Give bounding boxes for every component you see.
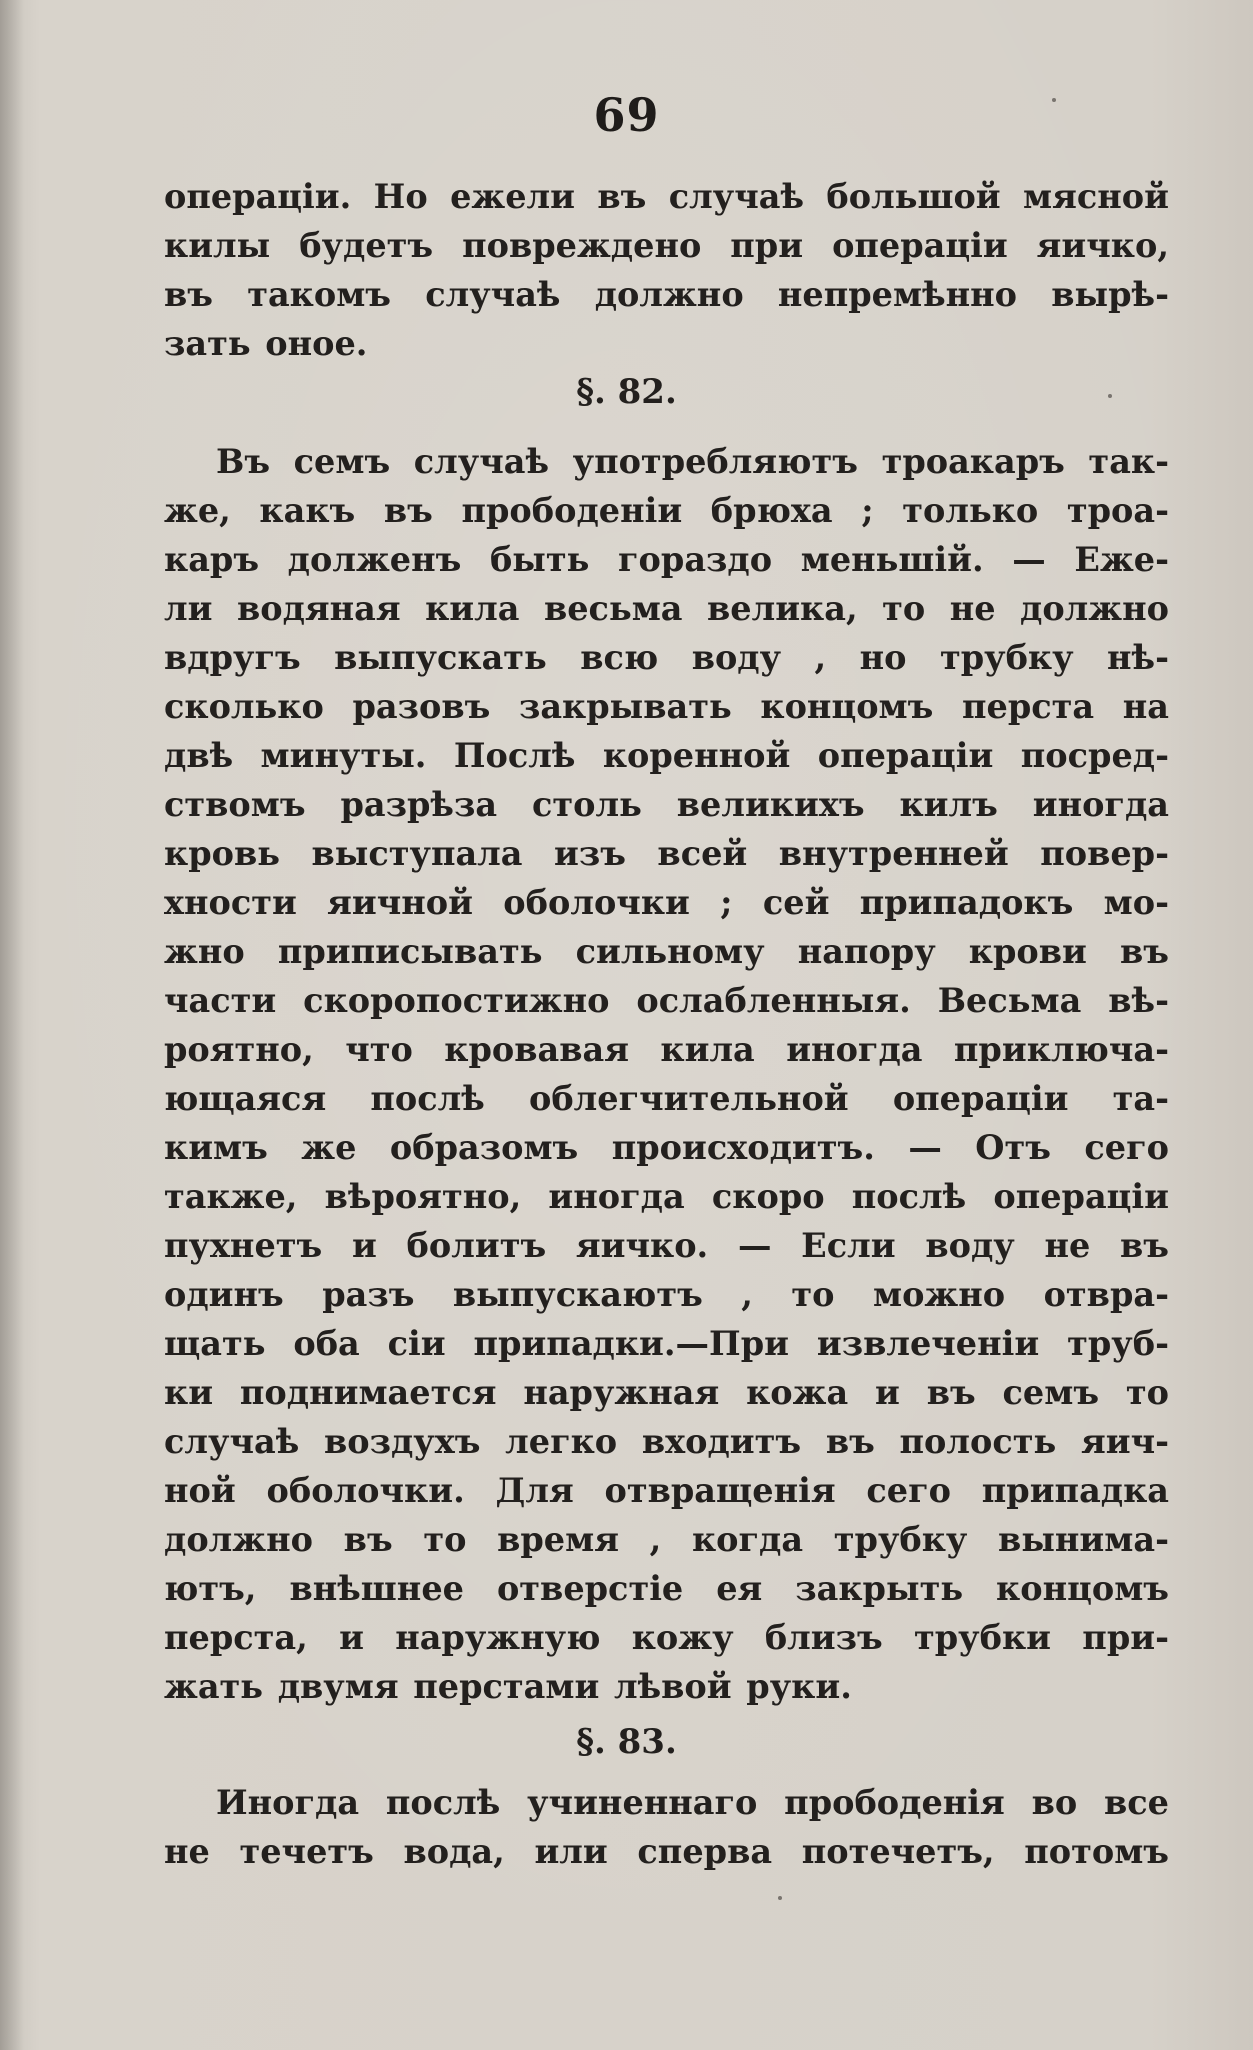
section-83-paragraph — [164, 1778, 1169, 1876]
section-heading-82: §. 82. — [576, 372, 677, 412]
text-line: жать двумя перстами лѣвой руки. — [164, 1667, 852, 1706]
text-line: каръ долженъ быть гораздо меньшій. — Еже- — [164, 540, 1169, 579]
text-line: килы будетъ повреждено при операціи яичко, — [164, 226, 1169, 265]
text-line: Иногда послѣ учиненнаго прободенія во все — [216, 1783, 1169, 1822]
text-line: также, вѣроятно, иногда скоро послѣ операціи — [164, 1177, 1169, 1216]
text-line: щать оба сіи припадки.—При извлеченіи труб- — [164, 1324, 1169, 1363]
text-line: ствомъ разрѣза столь великихъ килъ иногда — [164, 785, 1169, 824]
paper-speck — [1052, 98, 1056, 102]
text-line: роятно, что кровавая кила иногда приключа- — [164, 1030, 1169, 1069]
text-line: пухнетъ и болитъ яичко. — Если воду не въ — [164, 1226, 1169, 1265]
text-line: двѣ минуты. Послѣ коренной операціи посред- — [164, 736, 1169, 775]
paper-speck — [1108, 394, 1112, 398]
text-line: одинъ разъ выпускаютъ , то можно отвра- — [164, 1275, 1169, 1314]
text-line: перста, и наружную кожу близъ трубки при- — [164, 1618, 1169, 1657]
text-line: ки поднимается наружная кожа и въ семъ то — [164, 1373, 1169, 1412]
section-82-paragraph — [164, 437, 1169, 1711]
text-line: части скоропостижно ослабленныя. Весьма вѣ- — [164, 981, 1169, 1020]
text-line: сколько разовъ закрывать концомъ перста на — [164, 687, 1169, 726]
text-line: же, какъ въ прободеніи брюха ; только троа- — [164, 491, 1169, 530]
section-heading-83: §. 83. — [576, 1722, 677, 1762]
intro-paragraph — [164, 172, 1169, 368]
text-line: ной оболочки. Для отвращенія сего припадка — [164, 1471, 1169, 1510]
text-line: жно приписывать сильному напору крови въ — [164, 932, 1169, 971]
page-number: 69 — [593, 88, 660, 142]
paper-speck — [778, 1896, 782, 1900]
text-line: не течетъ вода, или сперва потечетъ, потомъ — [164, 1832, 1169, 1871]
text-line: ютъ, внѣшнее отверстіе ея закрыть концомъ — [164, 1569, 1169, 1608]
text-line: случаѣ воздухъ легко входитъ въ полость яич- — [164, 1422, 1169, 1461]
text-line: ющаяся послѣ облегчительной операціи та- — [164, 1079, 1169, 1118]
text-line: операціи. Но ежели въ случаѣ большой мясной — [164, 177, 1169, 216]
text-line: хности яичной оболочки ; сей припадокъ мо- — [164, 883, 1169, 922]
text-line: въ такомъ случаѣ должно непремѣнно вырѣ- — [164, 275, 1169, 314]
text-line: вдругъ выпускать всю воду , но трубку нѣ- — [164, 638, 1169, 677]
text-line: кровь выступала изъ всей внутренней повер- — [164, 834, 1169, 873]
text-line: Въ семъ случаѣ употребляютъ троакаръ так- — [216, 442, 1169, 481]
text-line: должно въ то время , когда трубку вынима- — [164, 1520, 1169, 1559]
text-line: зать оное. — [164, 324, 368, 363]
text-line: ли водяная кила весьма велика, то не должно — [164, 589, 1169, 628]
text-line: кимъ же образомъ происходитъ. — Отъ сего — [164, 1128, 1169, 1167]
